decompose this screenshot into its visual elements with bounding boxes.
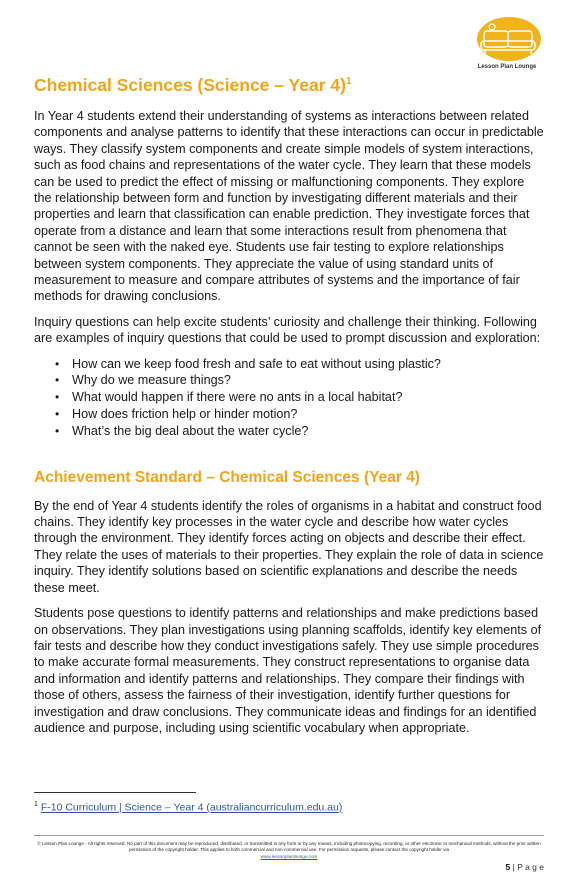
footnote-number: 1: [34, 801, 38, 808]
page-label: P a g e: [517, 862, 544, 872]
intro-paragraph: In Year 4 students extend their understanding of systems as interactions between related components and analyse patterns to identify that these interactions can occur in predictable ways. They classify system components and create simple models of system interactions, such as food chains and representations of the water cycle. They learn that these models can be used to predict the effect of missing or malfunctioning components. They explore the relationship between form and function by investigating different materials and their properties and learn that classification can enable prediction. They investigate forces that operate from a distance and learn that some interactions result from phenomena that cannot be seen with the naked eye. Students use fair testing to explore relationships between system components. They appreciate the value of using standard units of measurement to measure and compare attributes of systems and the importance of fair methods for drawing conclusions.: [34, 109, 544, 304]
achievement-paragraph-2: Students pose questions to identify patterns and relationships and make predictions based on observations. They plan investigations using planning scaffolds, identify key elements of fair tests and describe how they conduct investigations safely. They use simple procedures to make accurate formal measurements. They construct representations to organise data and information and identify patterns and relationships. They compare their findings with those of others, assess the fairness of their investigation, identify further questions for investigation and draw conclusions. They communicate ideas and findings for an identified audience and purpose, including using scientific vocabulary when appropriate.: [34, 606, 542, 735]
logo-text: Lesson Plan Lounge: [477, 64, 537, 70]
sofa-logo-icon: [471, 17, 543, 67]
page-number-value: 5: [505, 862, 511, 872]
footnote-link[interactable]: F-10 Curriculum | Science – Year 4 (australiancurriculum.edu.au): [40, 801, 343, 814]
footnote-divider: [34, 792, 196, 793]
section-title-chemical-sciences: [34, 74, 544, 96]
question-text: Why do we measure things?: [72, 373, 231, 388]
bullet-icon: •: [55, 373, 60, 388]
question-text: What would happen if there were no ants in a local habitat?: [72, 390, 403, 405]
bullet-icon: •: [55, 390, 60, 405]
question-text: How does friction help or hinder motion?: [72, 407, 298, 422]
section-title-achievement-standard: Achievement Standard – Chemical Sciences (Year 4): [34, 468, 420, 486]
document-body: [34, 74, 544, 745]
question-text: How can we keep food fresh and safe to eat without using plastic?: [72, 356, 441, 371]
footnote-reference[interactable]: 1: [345, 76, 352, 88]
website-link[interactable]: www.lessonplanlounge.com: [260, 853, 318, 859]
inquiry-intro-paragraph: Inquiry questions can help excite students’ curiosity and challenge their thinking. Following are examples of inquiry questions that could be used to prompt discussion and exploration:: [34, 314, 541, 346]
inquiry-questions-list: [34, 356, 544, 440]
bullet-icon: •: [55, 423, 60, 438]
page-number: 5 | P a g e: [505, 862, 544, 872]
achievement-paragraph-1: By the end of Year 4 students identify the roles of organisms in a habitat and construct food chains. They identify key processes in the water cycle and describe how water cycles through the environment. They identify forces acting on objects and describe their effect. They relate the uses of materials to their properties. They explain the role of data in science inquiry. They identify solutions based on scientific explanations and describe the needs these meet.: [34, 498, 544, 595]
list-item: [55, 423, 544, 440]
section-title-text: Chemical Sciences (Science – Year 4): [34, 75, 346, 95]
brand-logo: [471, 17, 543, 75]
list-item: [55, 406, 544, 423]
list-item: [55, 389, 544, 406]
copyright-notice: [34, 841, 544, 860]
copyright-text: © Lesson Plan Lounge - All rights reserved. No part of this document may be reproduced, distributed, or transmitted in any form or by any means, including photocopying, recording, or other electronic or mechanical methods, without the prior written permission of the copyright holder. This applies to both commercial and non-commercial use. For permission requests, please contact the copyright holder via: [37, 841, 541, 853]
bullet-icon: •: [55, 356, 60, 371]
footer-divider: [34, 835, 544, 836]
question-text: What’s the big deal about the water cycle?: [72, 423, 309, 438]
list-item: [55, 372, 544, 389]
bullet-icon: •: [55, 407, 60, 422]
footnote: [34, 801, 342, 814]
list-item: [55, 356, 544, 373]
